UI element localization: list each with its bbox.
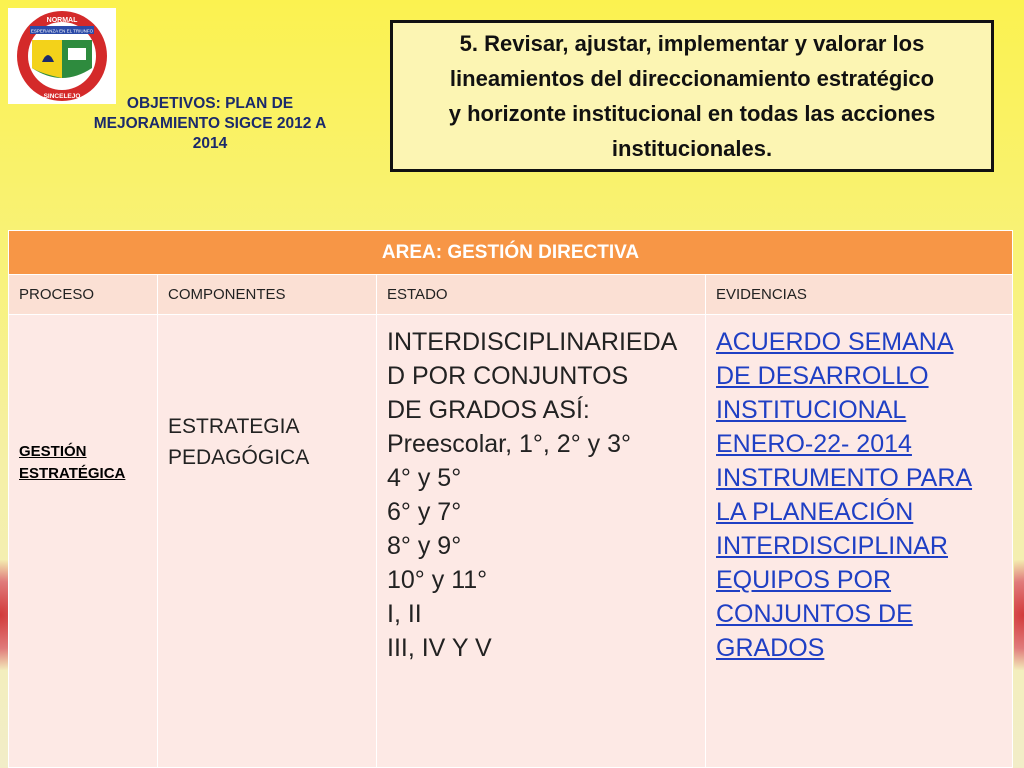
goal-callout-text bbox=[449, 26, 936, 166]
column-header-proceso: PROCESO bbox=[9, 275, 158, 315]
seal-arc-text: NORMAL bbox=[46, 17, 78, 24]
estado-line: Preescolar, 1°, 2° y 3° bbox=[387, 430, 631, 458]
evidencia-link[interactable]: ACUERDO SEMANA bbox=[716, 328, 954, 356]
evidencia-link[interactable]: INTERDISCIPLINAR bbox=[716, 532, 948, 560]
estado-line: D POR CONJUNTOS bbox=[387, 362, 629, 390]
objectives-line-2: MEJORAMIENTO SIGCE 2012 A bbox=[93, 115, 327, 132]
evidencia-link[interactable]: EQUIPOS POR bbox=[716, 566, 892, 594]
proceso-line: GESTIÓN bbox=[19, 443, 87, 460]
evidencia-link[interactable]: LA PLANEACIÓN bbox=[716, 498, 914, 526]
school-seal-icon bbox=[8, 8, 116, 104]
column-header-estado: ESTADO bbox=[377, 275, 706, 315]
componente-text bbox=[168, 411, 366, 473]
seal-book-icon bbox=[68, 48, 86, 60]
componentes-cell bbox=[158, 315, 377, 768]
estado-line: 8° y 9° bbox=[387, 532, 462, 560]
estado-line: INTERDISCIPLINARIEDA bbox=[387, 328, 678, 356]
estado-text bbox=[387, 325, 695, 665]
table-row bbox=[9, 315, 1013, 768]
area-header: AREA: GESTIÓN DIRECTIVA bbox=[9, 231, 1013, 275]
proceso-link[interactable] bbox=[19, 441, 147, 485]
proceso-cell bbox=[9, 315, 158, 768]
right-edge-decoration bbox=[1014, 560, 1024, 670]
evidencias-cell bbox=[706, 315, 1013, 768]
componente-line: ESTRATEGIA bbox=[168, 415, 300, 438]
estado-line: 4° y 5° bbox=[387, 464, 462, 492]
seal-bottom-text: SINCELEJO bbox=[43, 93, 81, 100]
management-table bbox=[8, 230, 1012, 768]
callout-line-1: 5. Revisar, ajustar, implementar y valorar los bbox=[459, 31, 925, 56]
callout-line-4: institucionales. bbox=[611, 136, 773, 161]
componente-line: PEDAGÓGICA bbox=[168, 446, 310, 469]
area-table bbox=[8, 230, 1013, 768]
column-headers bbox=[9, 275, 1013, 315]
evidencia-link[interactable]: INSTITUCIONAL bbox=[716, 396, 907, 424]
estado-line: III, IV Y V bbox=[387, 634, 492, 662]
estado-line: I, II bbox=[387, 600, 422, 628]
estado-line: 6° y 7° bbox=[387, 498, 462, 526]
evidencia-link[interactable]: INSTRUMENTO PARA bbox=[716, 464, 973, 492]
proceso-line: ESTRATÉGICA bbox=[19, 465, 126, 482]
objectives-line-3: 2014 bbox=[192, 135, 228, 152]
estado-cell bbox=[377, 315, 706, 768]
school-logo bbox=[8, 8, 116, 104]
seal-banner-text: ESPERANZA EN EL TRIUNFO bbox=[30, 28, 94, 34]
estado-line: DE GRADOS ASÍ: bbox=[387, 396, 590, 424]
column-header-evidencias: EVIDENCIAS bbox=[706, 275, 1013, 315]
estado-line: 10° y 11° bbox=[387, 566, 488, 594]
evidencia-link[interactable]: CONJUNTOS DE bbox=[716, 600, 913, 628]
evidencia-link[interactable]: DE DESARROLLO bbox=[716, 362, 929, 390]
callout-line-2: lineamientos del direccionamiento estratégico bbox=[449, 66, 935, 91]
evidencias-links bbox=[716, 325, 1002, 665]
objectives-line-1: OBJETIVOS: PLAN DE bbox=[126, 95, 294, 112]
evidencia-link[interactable]: GRADOS bbox=[716, 634, 825, 662]
column-header-componentes: COMPONENTES bbox=[158, 275, 377, 315]
goal-callout-box bbox=[390, 20, 994, 172]
callout-line-3: y horizonte institucional en todas las acciones bbox=[448, 101, 936, 126]
evidencia-link[interactable]: ENERO-22- 2014 bbox=[716, 430, 912, 458]
objectives-title bbox=[40, 94, 380, 154]
